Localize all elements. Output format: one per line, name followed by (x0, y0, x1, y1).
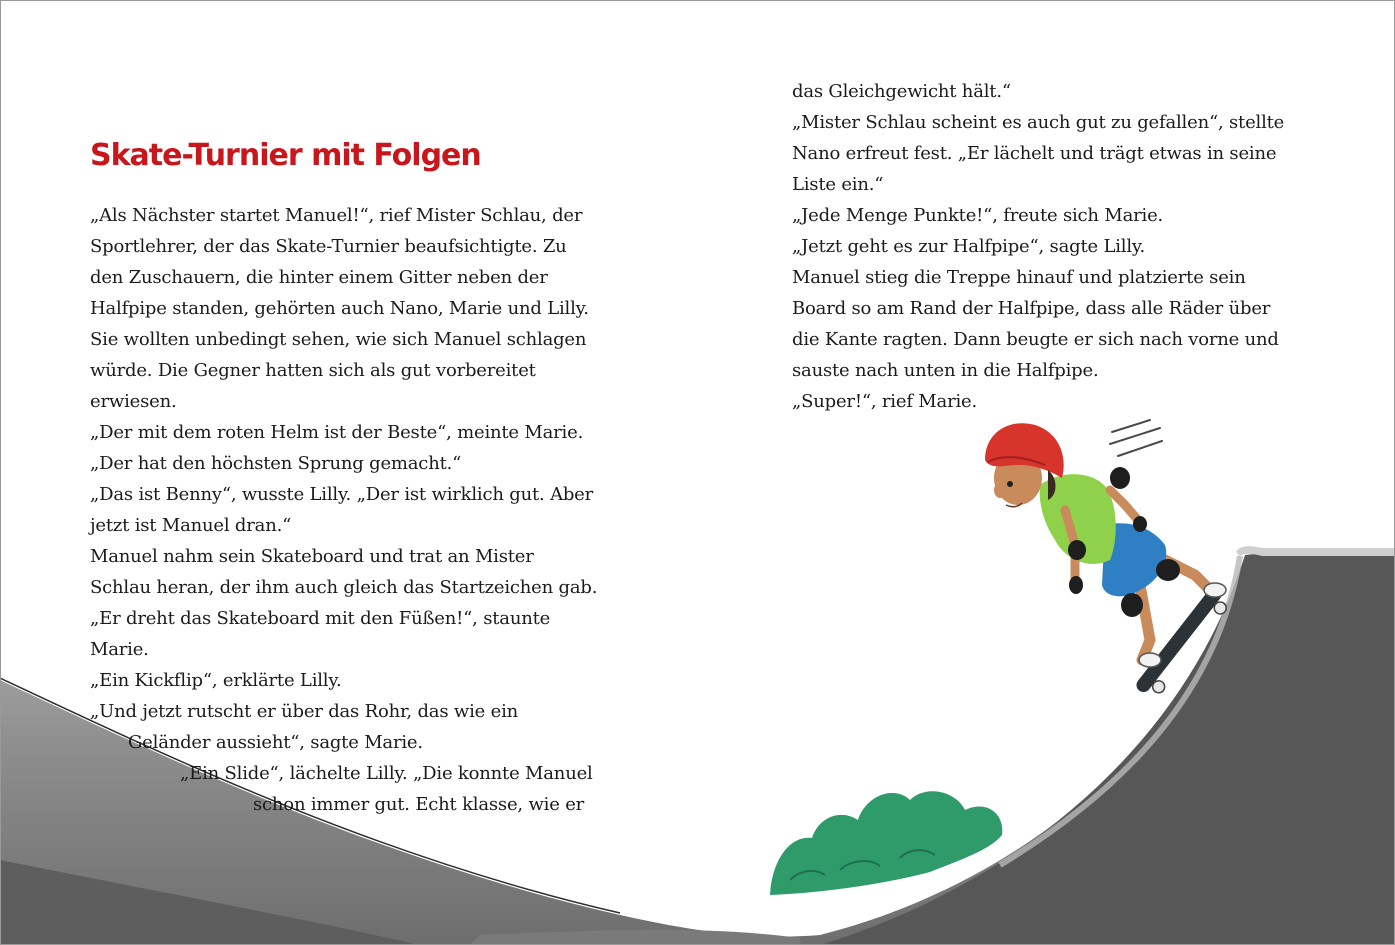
text-line: „Und jetzt rutscht er über das Rohr, das wie ein (90, 701, 519, 722)
text-line: das Gleichgewicht hält.“ (792, 81, 1011, 102)
text-line: „Jetzt geht es zur Halfpipe“, sagte Lilly. (792, 236, 1145, 257)
text-line: schon immer gut. Echt klasse, wie er (253, 794, 585, 815)
text-line: „Jede Menge Punkte!“, freute sich Marie. (792, 205, 1164, 226)
text-line: Liste ein.“ (792, 174, 884, 195)
text-line: Schlau heran, der ihm auch gleich das Startzeichen gab. (90, 577, 598, 598)
text-line: die Kante ragten. Dann beugte er sich nach vorne und (792, 329, 1279, 350)
text-line: den Zuschauern, die hinter einem Gitter neben der (90, 267, 548, 288)
text-line: Nano erfreut fest. „Er lächelt und trägt etwas in seine (792, 143, 1277, 164)
text-line: sauste nach unten in die Halfpipe. (792, 360, 1099, 381)
text-line: „Als Nächster startet Manuel!“, rief Mister Schlau, der (90, 205, 583, 226)
text-line: „Das ist Benny“, wusste Lilly. „Der ist wirklich gut. Aber (90, 484, 594, 505)
skater-boy-illustration (985, 423, 1234, 702)
text-line: Geländer aussieht“, sagte Marie. (128, 732, 423, 753)
text-line: jetzt ist Manuel dran.“ (90, 515, 292, 536)
text-line: Sportlehrer, der das Skate-Turnier beaufsichtigte. Zu (90, 236, 567, 257)
text-line: Manuel stieg die Treppe hinauf und platzierte sein (792, 267, 1246, 288)
text-line: „Ein Slide“, lächelte Lilly. „Die konnte Manuel (180, 763, 593, 784)
text-line: Halfpipe standen, gehörten auch Nano, Marie und Lilly. (90, 298, 589, 319)
text-line: „Mister Schlau scheint es auch gut zu gefallen“, stellte (792, 112, 1285, 133)
text-line: „Der hat den höchsten Sprung gemacht.“ (90, 453, 462, 474)
halfpipe-coping (1236, 546, 1395, 556)
text-line: „Der mit dem roten Helm ist der Beste“, meinte Marie. (90, 422, 584, 443)
halfpipe-right-wall (820, 548, 1395, 945)
text-line: würde. Die Gegner hatten sich als gut vorbereitet (90, 360, 536, 381)
speed-lines (1110, 420, 1162, 456)
text-line: Marie. (90, 639, 149, 660)
text-line: „Super!“, rief Marie. (792, 391, 978, 412)
text-line: Sie wollten unbedingt sehen, wie sich Manuel schlagen (90, 329, 587, 350)
text-line: erwiesen. (90, 391, 177, 412)
text-line: „Ein Kickflip“, erklärte Lilly. (90, 670, 342, 691)
text-line: „Er dreht das Skateboard mit den Füßen!“, staunte (90, 608, 551, 629)
page-title: Skate-Turnier mit Folgen (90, 138, 481, 173)
text-line: Board so am Rand der Halfpipe, dass alle Räder über (792, 298, 1271, 319)
text-line: Manuel nahm sein Skateboard und trat an Mister (90, 546, 534, 567)
